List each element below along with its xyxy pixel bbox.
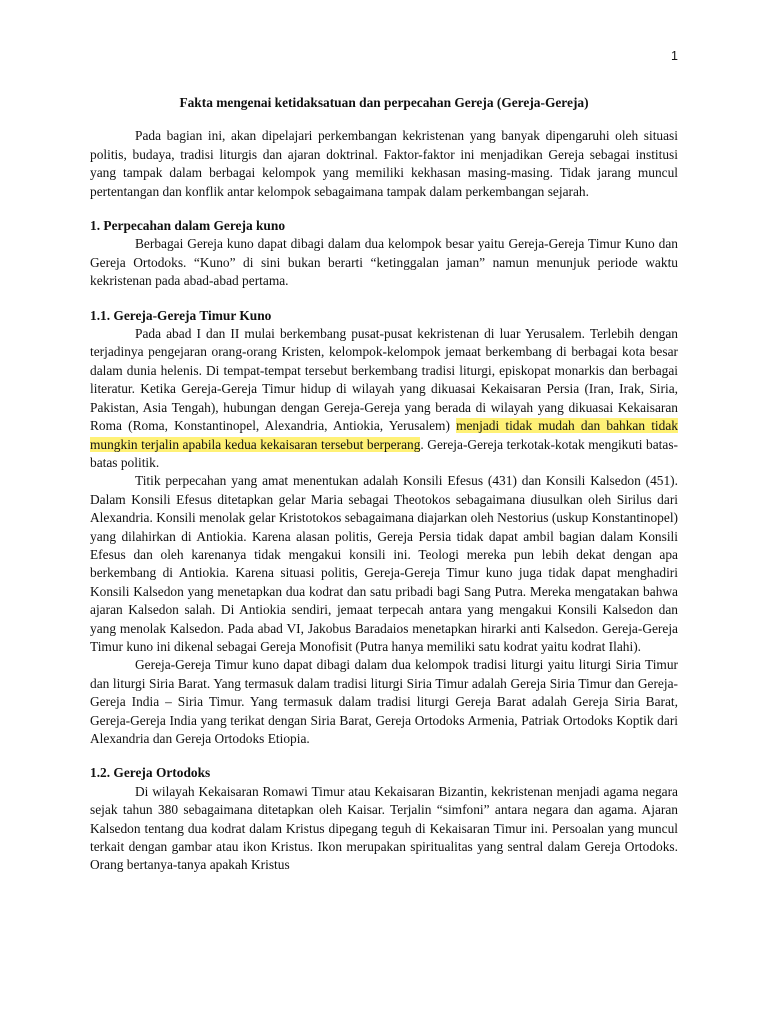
- highlighted-text: menjadi tidak mudah dan bahkan tidak mungkin terjalin apabila kedua kekaisaran tersebut berperang: [90, 418, 678, 452]
- section-heading-1-1: 1.1. Gereja-Gereja Timur Kuno: [90, 307, 272, 323]
- document-body: [90, 94, 678, 875]
- document-title: Fakta mengenai ketidaksatuan dan perpecahan Gereja (Gereja-Gereja): [179, 95, 589, 110]
- section-1-1-paragraph-3: Gereja-Gereja Timur kuno dapat dibagi dalam dua kelompok tradisi liturgi yaitu liturgi Siria Timur dan liturgi Siria Barat. Yang termasuk dalam tradisi liturgi Siria Timur adalah Gereja Siria Timur dan Gereja-Gereja India – Siria Timur. Yang termasuk dalam tradisi liturgi Gereja Barat adalah Gereja Siria Barat, Gereja-Gereja India yang terikat dengan Siria Barat, Gereja Ortodoks Armenia, Patriak Ortodoks Koptik dari Alexandria dan Gereja Ortodoks Etiopia.: [90, 657, 678, 746]
- page-number: 1: [671, 49, 678, 63]
- section-heading-1-2: 1.2. Gereja Ortodoks: [90, 765, 211, 781]
- intro-paragraph: Pada bagian ini, akan dipelajari perkembangan kekristenan yang banyak dipengaruhi oleh situasi politis, budaya, tradisi liturgis dan ajaran doktrinal. Faktor-faktor ini menjadikan Gereja sebagai institusi yang tampak dalam berbagai kelompok yang memiliki kekhasan masing-masing. Tidak jarang muncul pertentangan dan konflik antar kelompok sebagaimana tampak dalam perkembangan sejarah.: [90, 128, 678, 199]
- text-run: . Gereja-Gereja terkotak-kotak mengikuti batas-batas politik.: [90, 436, 678, 470]
- section-1-paragraph: Berbagai Gereja kuno dapat dibagi dalam dua kelompok besar yaitu Gereja-Gereja Timur Kuno dan Gereja Ortodoks. “Kuno” di sini bukan berarti “ketinggalan jaman” namun menunjuk periode waktu kekristenan pada abad-abad pertama.: [90, 236, 678, 289]
- section-1-2-paragraph-1: Di wilayah Kekaisaran Romawi Timur atau Kekaisaran Bizantin, kekristenan menjadi agama negara sejak tahun 380 sebagaimana ditetapkan oleh Kaisar. Terjalin “simfoni” antara negara dan agama. Ajaran Kalsedon tentang dua kodrat dalam Kristus dipegang teguh di Kekaisaran Timur ini. Persoalan yang muncul terkait dengan gambar atau ikon Kristus. Ikon merupakan spiritualitas yang sentral dalam Gereja Ortodoks. Orang bertanya-tanya apakah Kristus: [90, 783, 678, 873]
- section-heading-1: 1. Perpecahan dalam Gereja kuno: [90, 218, 286, 234]
- text-run: Pada abad I dan II mulai berkembang pusat-pusat kekristenan di luar Yerusalem. Terlebih dengan terjadinya pengejaran orang-orang Kristen, kelompok-kelompok jemaat berkembang di berbagai kota besar dalam dunia helenis. Di tempat-tempat tersebut berkembang tradisi liturgi, episkopat monarkis dan berbagai literatur. Ketika Gereja-Gereja Timur hidup di wilayah yang dikuasai Kekaisaran Persia (Iran, Irak, Siria, Pakistan, Asia Tengah), hubungan dengan Gereja-Gereja yang berada di wilayah yang dikuasai Kekaisaran Roma (Roma, Konstantinopel, Alexandria, Antiokia, Yerusalem): [90, 326, 678, 434]
- section-1-1-paragraph-1: [90, 325, 678, 472]
- section-1-1-paragraph-2: Titik perpecahan yang amat menentukan adalah Konsili Efesus (431) dan Konsili Kalsedon (451). Dalam Konsili Efesus ditetapkan gelar Maria sebagai Theotokos sebagaimana diusulkan oleh Sirilus dari Alexandria. Konsili menolak gelar Kristotokos sebagaimana diajarkan oleh Nestorius (uskup Konstantinopel) yang dilahirkan di Antiokia. Karena alasan politis, Gereja Persia tidak dapat ambil bagian dalam Konsili Efesus dan oleh karenanya tidak mengakui konsili ini. Teologi mereka pun lebih dekat dengan apa berkembang di Antiokia. Karena situasi politis, Gereja-Gereja Timur kuno juga tidak dapat menghadiri Konsili Kalsedon yang menetapkan dua kodrat dan satu pribadi bagi Sang Putra. Mereka mengatakan bahwa ajaran Kalsedon salah. Di Antiokia sendiri, jemaat terpecah antara yang mengakui Konsili Kalsedon dan yang menolak Kalsedon. Pada abad VI, Jakobus Baradaios menetapkan hirarki anti Kalsedon. Gereja-Gereja Timur kuno ini dikenal sebagai Gereja Monofisit (Putra hanya memiliki satu kodrat yaitu kodrat Ilahi).: [90, 473, 678, 654]
